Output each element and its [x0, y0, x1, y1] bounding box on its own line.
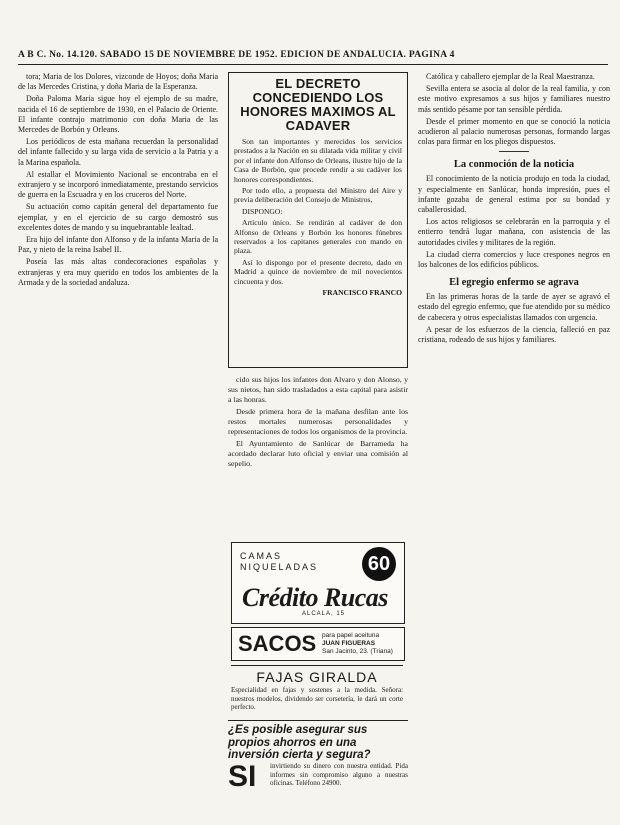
ad-number-badge: 60 [362, 547, 396, 581]
decree-headline: EL DECRETO CONCEDIENDO LOS HONORES MAXIMOS AL CADAVER [240, 76, 396, 133]
subheading-enfermo: El egregio enfermo se agrava [449, 277, 579, 289]
sacos-ad [231, 627, 405, 661]
article-paragraph: Poseía las más altas condecoraciones españolas y extranjeras y era muy querido en todos los ambientes de la Armada y de la sociedad andaluza. [18, 257, 218, 287]
fajas-text: Especialidad en fajas y sostenes a la medida. Señora: nuestros modelos, dividendo ser corsetería, le dará un corte perfecto. [231, 686, 403, 711]
si-big-text: SI [228, 760, 257, 793]
article-paragraph: La ciudad cierra comercios y luce crespones negros en los balcones de los edificios públicos. [418, 249, 610, 270]
ad-camas-text [240, 551, 318, 573]
decree-paragraph: Así lo dispongo por el presente decreto, dado en Madrid a quince de noviembre de mil novecientos cincuenta y dos. [234, 257, 402, 286]
divider [499, 151, 529, 152]
si-ad [228, 760, 408, 820]
article-paragraph: Su actuación como capitán general del departamento fue ejemplar, y en el ejercicio de su cargo demostró sus excelentes dotes de mando y su inquebrantable lealtad. [18, 202, 218, 232]
sacos-line: San Jacinto, 23. (Triana) [322, 648, 393, 655]
middle-column-text [228, 375, 408, 538]
decree-paragraph: Artículo único. Se rendirán al cadáver de don Alfonso de Orleans y Borbón los honores fúnebres reservados a los capitanes generales con mando en plaza. [234, 218, 402, 256]
article-paragraph: A pesar de los esfuerzos de la ciencia, falleció en paz cristiana, rodeado de sus hijos y familiares. [418, 324, 610, 345]
sacos-line: para papel aceituna [322, 632, 380, 639]
decree-paragraph: Por todo ello, a propuesta del Ministro del Aire y previa deliberación del Consejo de Ministros, [234, 186, 402, 205]
right-column [418, 72, 610, 820]
page-header: A B C. No. 14.120. SABADO 15 DE NOVIEMBRE DE 1952. EDICION DE ANDALUCIA. PAGINA 4 [18, 50, 608, 65]
left-column [18, 72, 218, 820]
article-paragraph: Doña Paloma Maria sigue hoy el ejemplo de su madre, nacida el 16 de septiembre de 1930, en el Palacio de Oriente. El infante contrajo matrimonio con doña Maria de las Mercedes de Borbón y Orleans. [18, 94, 218, 135]
fajas-title: FAJAS GIRALDA [256, 669, 378, 685]
article-paragraph: cido sus hijos los infantes don Alvaro y don Alonso, y sus nietos, han sido trasladados a esta capital para asistir a las honras. [228, 375, 408, 404]
fajas-giralda-ad [231, 665, 403, 718]
article-paragraph: Desde primera hora de la mañana desfilan ante los restos mortales numerosas personalidades y representaciones de todos los organismos de la provincia. [228, 407, 408, 436]
article-paragraph: tora; Maria de los Dolores, vizconde de Hoyos; doña Maria de las Mercedes Cristina, y doña Maria de la Esperanza. [18, 72, 218, 92]
credito-rucas-ad [231, 542, 405, 624]
ad-brand-name: Crédito Rucas [242, 583, 388, 612]
sacos-details [322, 632, 402, 656]
article-paragraph: Al estallar el Movimiento Nacional se encontraba en el extranjero y se incorporó inmediatamente, prestando servicios de guerra en la Escuadra y en los cruceros del Norte. [18, 169, 218, 200]
article-paragraph: Sevilla entera se asocia al dolor de la real familia, y con este motivo expresamos a sus hijos y familiares nuestro más sentido pésame por tan sensible pérdida. [418, 84, 610, 114]
article-paragraph: Los actos religiosos se celebrarán en la parroquia y el entierro tendrá lugar mañana, con asistencia de las autoridades civiles y militares de la región. [418, 217, 610, 247]
decree-paragraph: Son tan importantes y merecidos los servicios prestados a la Nación en su dilatada vida militar y civil por el infante don Alfonso de Orleans, ilustre hijo de la Casa de Borbón, que procede rendir a su cadáver los honores correspondientes. [234, 137, 402, 184]
ad-camas-line: CAMAS [240, 551, 283, 561]
sacos-line: JUAN FIGUERAS [322, 640, 376, 647]
decree-signature: FRANCISCO FRANCO [322, 288, 402, 298]
si-text: invirtiendo su dinero con nuestra entidad. Pida informes sin compromiso alguno a nuestras oficinas. Teléfono 24900. [270, 762, 408, 787]
article-paragraph: En las primeras horas de la tarde de ayer se agravó el estado del egregio enfermo, que fue atendido por su médico de cabecera y otros especialistas llamados con urgencia. [418, 292, 610, 322]
savings-question-ad: ¿Es posible asegurar sus propios ahorros en una inversión cierta y segura? [228, 720, 408, 760]
ad-address: ALCALA, 15 [302, 611, 346, 617]
sacos-title: SACOS [238, 631, 317, 656]
article-paragraph: Era hijo del infante don Alfonso y de la infanta Maria de la Paz, y nieto de la reina Isabel II. [18, 235, 218, 255]
ad-niqueladas-line: NIQUELADAS [240, 562, 319, 572]
article-paragraph: Los periódicos de esta mañana recuerdan la personalidad del infante fallecido y su larga vida de servicio a la Patria y a la Marina española. [18, 137, 218, 167]
article-paragraph: El conocimiento de la noticia produjo en toda la ciudad, y especialmente en Sanlúcar, honda impresión, pues el infante gozaba de general estima por su bondad y caballerosidad. [418, 174, 610, 215]
decree-body [234, 137, 402, 298]
subheading-conmocion: La conmoción de la noticia [453, 159, 575, 171]
decree-box [228, 72, 408, 368]
decree-paragraph: DISPONGO: [242, 206, 283, 216]
article-paragraph: Desde el primer momento en que se conoció la noticia acudieron al palacio numerosas personas, formando largas colas para firmar en los pliegos dispuestos. [418, 116, 610, 147]
article-paragraph: El Ayuntamiento de Sanlúcar de Barrameda ha acordado declarar luto oficial y enviar una comisión al sepelio. [228, 439, 408, 468]
article-paragraph: Católica y caballero ejemplar de la Real Maestranza. [426, 72, 595, 81]
